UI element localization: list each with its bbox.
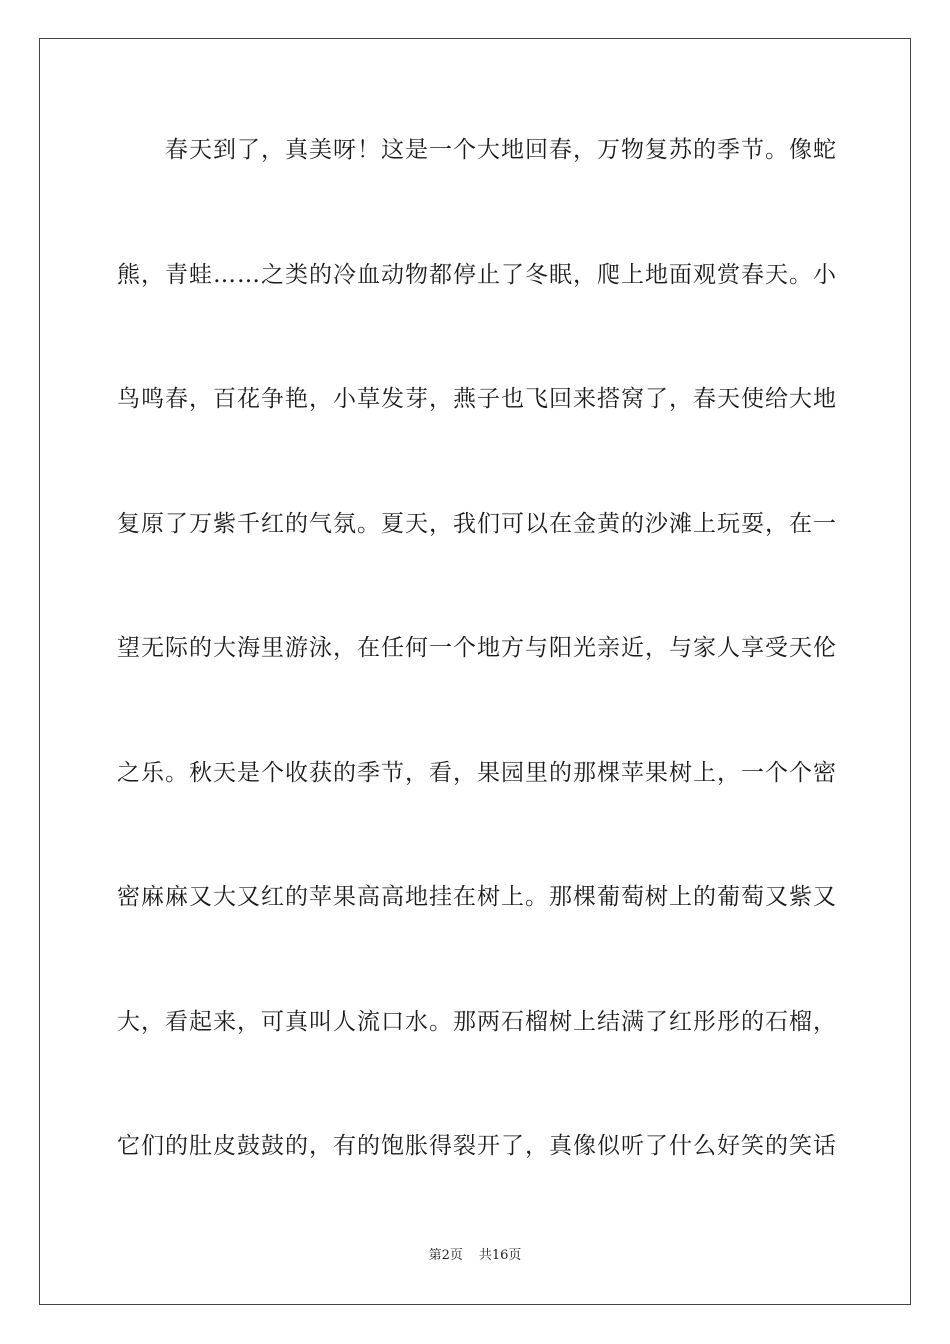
page-total: 共16页 (478, 1248, 522, 1263)
page-number: 第2页 (428, 1248, 463, 1263)
text-line: 它们的肚皮鼓鼓的，有的饱胀得裂开了，真像似听了什么好笑的笑话 (117, 1133, 837, 1159)
text-line: 密麻麻又大又红的苹果高高地挂在树上。那棵葡萄树上的葡萄又紫又 (117, 884, 837, 910)
document-body (117, 128, 837, 1249)
text-line: 复原了万紫千红的气氛。夏天，我们可以在金黄的沙滩上玩耍，在一 (117, 510, 837, 537)
page-footer (0, 1246, 950, 1266)
text-line: 之乐。秋天是个收获的季节，看，果园里的那棵苹果树上，一个个密 (117, 759, 837, 786)
text-line: 熊，青蛙……之类的冷血动物都停止了冬眠，爬上地面观赏春天。小 (117, 261, 837, 288)
text-line: 大，看起来，可真叫人流口水。那两石榴树上结满了红彤彤的石榴， (117, 1008, 837, 1035)
text-line: 春天到了，真美呀！这是一个大地回春，万物复苏的季节。像蛇 (165, 137, 837, 163)
text-line: 鸟鸣春，百花争艳，小草发芽，燕子也飞回来搭窝了，春天使给大地 (117, 386, 837, 412)
text-line: 望无际的大海里游泳，在任何一个地方与阳光亲近，与家人享受天伦 (117, 635, 837, 661)
